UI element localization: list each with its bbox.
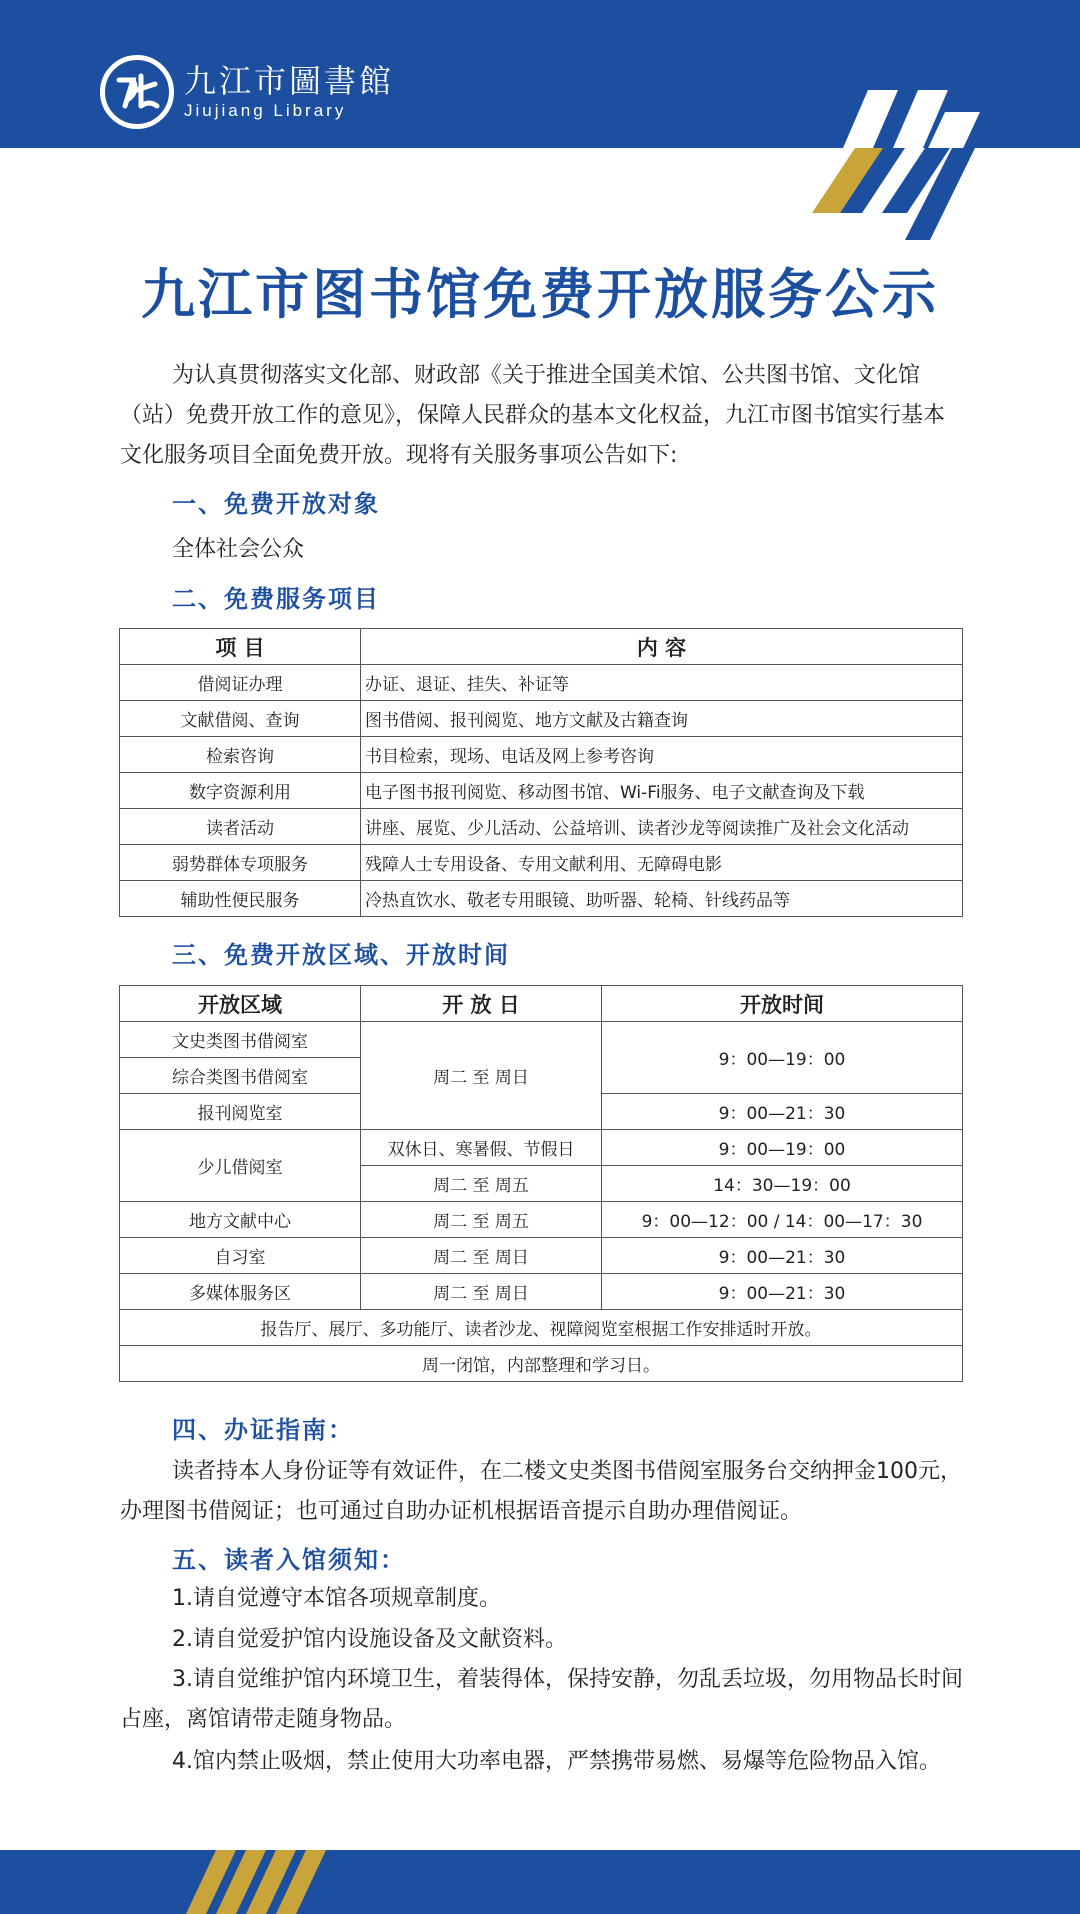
- area-name: 报刊阅览室: [120, 1094, 361, 1130]
- open-days: 双休日、寒暑假、节假日: [361, 1130, 602, 1166]
- page-title: 九江市图书馆免费开放服务公示: [141, 262, 939, 326]
- table-row: [120, 809, 963, 845]
- open-days: 周二 至 周日: [361, 1022, 602, 1130]
- open-days: 周二 至 周五: [361, 1166, 602, 1202]
- service-content: 冷热直饮水、敬老专用眼镜、助听器、轮椅、针线药品等: [361, 881, 963, 917]
- area-name: 文史类图书借阅室: [120, 1022, 361, 1058]
- area-name: 少儿借阅室: [120, 1130, 361, 1202]
- open-time: 9：00—19：00: [602, 1130, 963, 1166]
- services-table: [119, 628, 963, 917]
- table-note-row: [120, 1310, 963, 1346]
- column-header: 开放区域: [120, 986, 361, 1022]
- service-content: 书目检索，现场、电话及网上参考咨询: [361, 737, 963, 773]
- service-item: 借阅证办理: [120, 665, 361, 701]
- service-item: 弱势群体专项服务: [120, 845, 361, 881]
- table-row: [120, 773, 963, 809]
- column-header: 开 放 日: [361, 986, 602, 1022]
- table-row: [120, 881, 963, 917]
- table-row: [120, 1130, 963, 1166]
- intro-paragraph: 为认真贯彻落实文化部、财政部《关于推进全国美术馆、公共图书馆、文化馆（站）免费开放工作的意见》，保障人民群众的基本文化权益，九江市图书馆实行基本文化服务项目全面免费开放。现将有关服务事项公告如下:: [120, 363, 946, 468]
- table-row: [120, 737, 963, 773]
- table-row: [120, 1202, 963, 1238]
- logo-chinese-name: 九江市圖書館: [184, 62, 395, 100]
- library-emblem-icon: [100, 55, 174, 129]
- section-1-text: 全体社会公众: [172, 537, 305, 562]
- area-name: 地方文献中心: [120, 1202, 361, 1238]
- section-3-heading: 三、免费开放区域、开放时间: [172, 941, 510, 969]
- service-content: 讲座、展览、少儿活动、公益培训、读者沙龙等阅读推广及社会文化活动: [361, 809, 963, 845]
- open-time: 9：00—21：30: [602, 1094, 963, 1130]
- service-item: 检索咨询: [120, 737, 361, 773]
- rule-item: 1.请自觉遵守本馆各项规章制度。: [172, 1586, 501, 1611]
- decorative-stripes: [0, 0, 1080, 260]
- service-item: 文献借阅、查询: [120, 701, 361, 737]
- table-note-row: [120, 1346, 963, 1382]
- table-row: [120, 1274, 963, 1310]
- service-item: 读者活动: [120, 809, 361, 845]
- column-header: 项 目: [120, 629, 361, 665]
- footer-band: [0, 1850, 1080, 1914]
- open-time: 14：30—19：00: [602, 1166, 963, 1202]
- open-days: 周二 至 周日: [361, 1238, 602, 1274]
- rule-item: 4.馆内禁止吸烟，禁止使用大功率电器，严禁携带易燃、易爆等危险物品入馆。: [172, 1749, 941, 1774]
- open-time: 9：00—21：30: [602, 1274, 963, 1310]
- service-content: 图书借阅、报刊阅览、地方文献及古籍查询: [361, 701, 963, 737]
- table-header-row: [120, 629, 963, 665]
- table-row: [120, 845, 963, 881]
- table-header-row: [120, 986, 963, 1022]
- open-time: 9：00—12：00 / 14：00—17：30: [602, 1202, 963, 1238]
- rule-item: 3.请自觉维护馆内环境卫生，着装得体，保持安静，勿乱丢垃圾，勿用物品长时间占座，离馆请带走随身物品。: [120, 1667, 963, 1732]
- open-days: 周二 至 周五: [361, 1202, 602, 1238]
- footer-stripes: [0, 1850, 1080, 1914]
- column-header: 内 容: [361, 629, 963, 665]
- library-logo: [100, 55, 394, 129]
- service-content: 残障人士专用设备、专用文献利用、无障碍电影: [361, 845, 963, 881]
- section-2-heading: 二、免费服务项目: [172, 585, 380, 613]
- section-4-heading: 四、办证指南：: [172, 1416, 354, 1444]
- rule-item: 2.请自觉爱护馆内设施设备及文献资料。: [172, 1627, 567, 1652]
- table-note: 周一闭馆，内部整理和学习日。: [120, 1346, 963, 1382]
- open-time: 9：00—21：30: [602, 1238, 963, 1274]
- open-days: 周二 至 周日: [361, 1274, 602, 1310]
- logo-english-name: Jiujiang Library: [184, 101, 347, 120]
- service-item: 辅助性便民服务: [120, 881, 361, 917]
- area-name: 综合类图书借阅室: [120, 1058, 361, 1094]
- area-name: 多媒体服务区: [120, 1274, 361, 1310]
- opening-hours-table: [119, 985, 963, 1382]
- table-row: [120, 1022, 963, 1058]
- open-time: 9：00—19：00: [602, 1022, 963, 1094]
- table-row: [120, 665, 963, 701]
- section-1-heading: 一、免费开放对象: [172, 490, 380, 518]
- table-note: 报告厅、展厅、多功能厅、读者沙龙、视障阅览室根据工作安排适时开放。: [120, 1310, 963, 1346]
- section-5-heading: 五、读者入馆须知：: [172, 1546, 406, 1574]
- area-name: 自习室: [120, 1238, 361, 1274]
- service-item: 数字资源利用: [120, 773, 361, 809]
- service-content: 办证、退证、挂失、补证等: [361, 665, 963, 701]
- table-row: [120, 701, 963, 737]
- section-4-text: 读者持本人身份证等有效证件，在二楼文史类图书借阅室服务台交纳押金100元，办理图书借阅证；也可通过自助办证机根据语音提示自助办理借阅证。: [120, 1459, 962, 1524]
- service-content: 电子图书报刊阅览、移动图书馆、Wi-Fi服务、电子文献查询及下载: [361, 773, 963, 809]
- column-header: 开放时间: [602, 986, 963, 1022]
- table-row: [120, 1238, 963, 1274]
